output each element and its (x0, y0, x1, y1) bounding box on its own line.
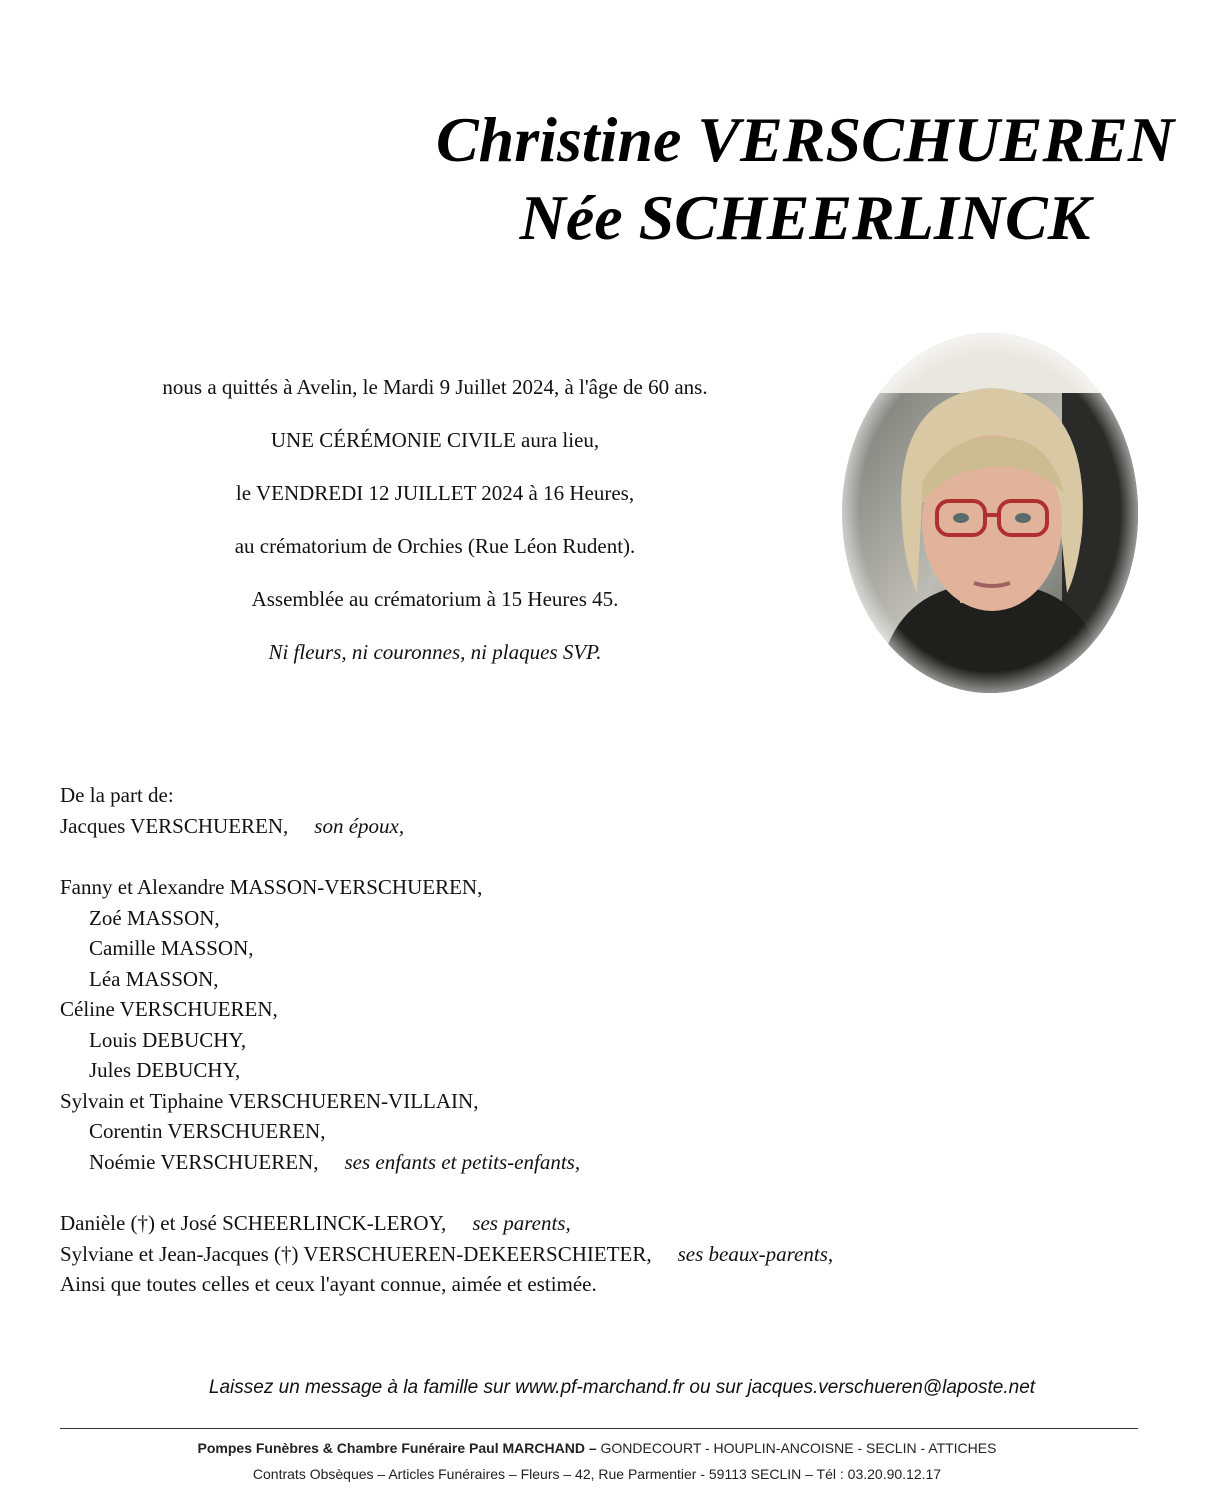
announcement (100, 375, 770, 693)
grandchild: Zoé MASSON, (89, 905, 220, 930)
spouse-name: Jacques VERSCHUEREN, (60, 813, 289, 838)
grandchild: Louis DEBUCHY, (89, 1027, 247, 1052)
parents-relation: ses parents, (472, 1211, 571, 1235)
parents-line (60, 1208, 1160, 1239)
grandchild: Léa MASSON, (89, 966, 219, 991)
footer-divider (60, 1428, 1138, 1429)
company-name: Pompes Funèbres & Chambre Funéraire Paul MARCHAND – (197, 1440, 597, 1456)
spouse-relation: son époux, (314, 813, 405, 838)
spouse-line (60, 811, 1160, 842)
parents-names: Danièle (†) et José SCHEERLINCK-LEROY, (60, 1211, 447, 1235)
grandchild: Jules DEBUCHY, (89, 1058, 241, 1082)
inlaws-relation: ses beaux-parents, (677, 1241, 834, 1266)
assembly-time: Assemblée au crématorium à 15 Heures 45. (251, 587, 619, 611)
death-notice: nous a quittés à Avelin, le Mardi 9 Juillet 2024, à l'âge de 60 ans. (162, 375, 708, 399)
family-list (60, 780, 1160, 1300)
deceased-name: Christine VERSCHUEREN (435, 104, 1175, 175)
ceremony-date: le VENDREDI 12 JUILLET 2024 à 16 Heures, (235, 481, 635, 505)
inlaws-names: Sylviane et Jean-Jacques (†) VERSCHUEREN-DEKEERSCHIETER, (60, 1241, 652, 1266)
inlaws-line (60, 1239, 1160, 1270)
family-intro: De la part de: (60, 783, 174, 807)
child-1: Fanny et Alexandre MASSON-VERSCHUEREN, (60, 875, 483, 899)
portrait-photo (842, 333, 1138, 693)
others-line: Ainsi que toutes celles et ceux l'ayant connue, aimée et estimée. (60, 1272, 597, 1296)
footer-contact-line: Contrats Obsèques – Articles Funéraires – Fleurs – 42, Rue Parmentier - 59113 SECLIN – Tél : 03.20.90.12.17 (252, 1466, 942, 1482)
grandchild-name: Noémie VERSCHUEREN, (89, 1149, 319, 1174)
company-towns: GONDECOURT - HOUPLIN-ANCOISNE - SECLIN - ATTICHES (600, 1440, 997, 1456)
grandchild-last (60, 1147, 1160, 1178)
grandchild: Camille MASSON, (89, 936, 254, 960)
grandchild: Corentin VERSCHUEREN, (89, 1119, 326, 1143)
footer-company-line (60, 1440, 1134, 1456)
message-invite: Laissez un message à la famille sur www.pf-marchand.fr ou sur jacques.verschueren@laposte.net (208, 1377, 1036, 1398)
ceremony-place: au crématorium de Orchies (Rue Léon Rudent). (234, 534, 636, 558)
child-2: Céline VERSCHUEREN, (60, 997, 278, 1021)
maiden-name: Née SCHEERLINCK (519, 182, 1091, 253)
ceremony-notice: UNE CÉRÉMONIE CIVILE aura lieu, (270, 428, 600, 452)
flowers-note: Ni fleurs, ni couronnes, ni plaques SVP. (268, 640, 602, 664)
child-3: Sylvain et Tiphaine VERSCHUEREN-VILLAIN, (60, 1088, 479, 1113)
children-relation: ses enfants et petits-enfants, (344, 1149, 581, 1174)
